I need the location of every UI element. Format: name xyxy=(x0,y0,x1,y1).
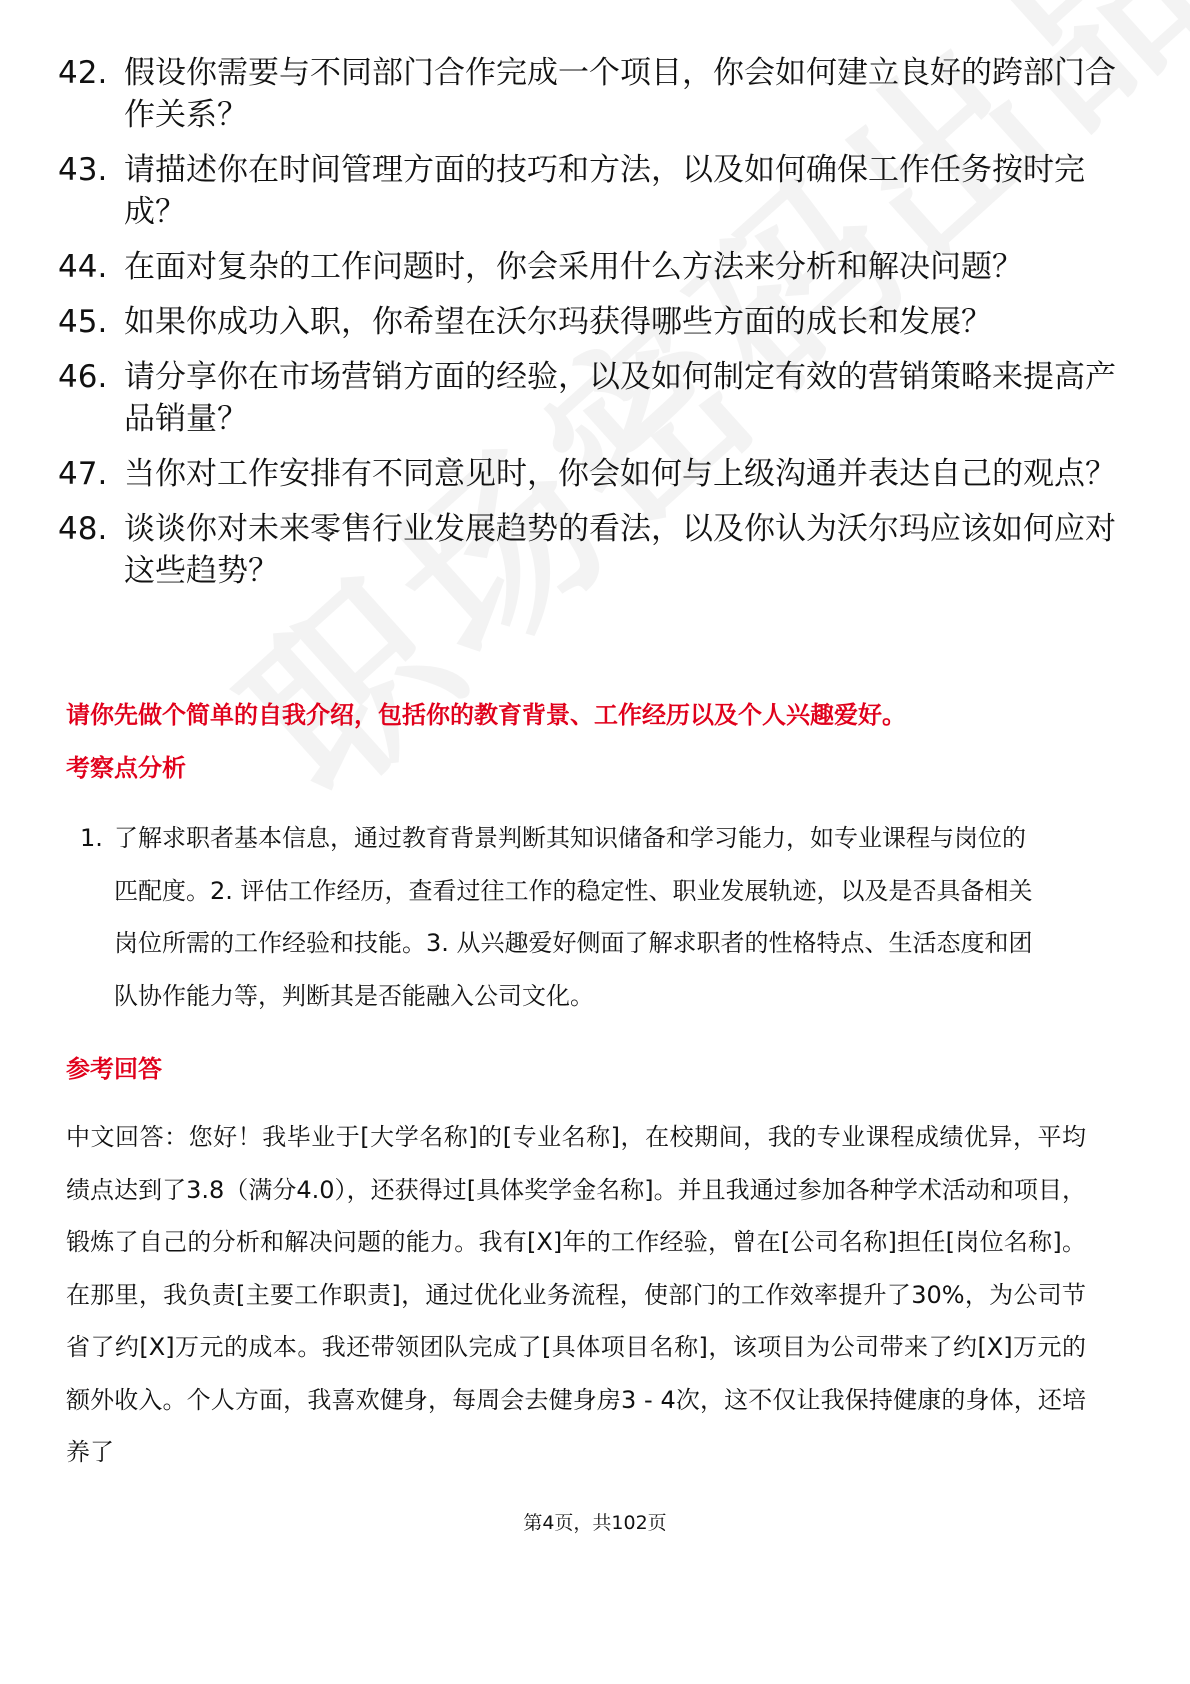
question-list xyxy=(58,52,1128,605)
question-number: 44. xyxy=(58,249,108,285)
question-item xyxy=(58,149,1128,233)
question-item xyxy=(58,52,1128,136)
question-number: 42. xyxy=(58,55,108,91)
page-footer: 第4页，共102页 xyxy=(523,1512,667,1534)
question-item xyxy=(58,301,1128,343)
analysis-text: 了解求职者基本信息，通过教育背景判断其知识储备和学习能力，如专业课程与岗位的匹配度。2. 评估工作经历，查看过往工作的稳定性、职业发展轨迹，以及是否具备相关岗位所需的工作经验和技能。3. 从兴趣爱好侧面了解求职者的性格特点、生活态度和团队协作能力等，判断其是否能融入公司文化。 xyxy=(114,824,1033,1010)
question-item xyxy=(58,508,1128,592)
question-text: 在面对复杂的工作问题时，你会采用什么方法来分析和解决问题？ xyxy=(124,249,1023,285)
question-number: 48. xyxy=(58,511,108,547)
question-item xyxy=(58,246,1128,288)
answer-text: 中文回答：您好！我毕业于[大学名称]的[专业名称]，在校期间，我的专业课程成绩优异，平均绩点达到了3.8（满分4.0），还获得过[具体奖学金名称]。并且我通过参加各种学术活动和项目，锻炼了自己的分析和解决问题的能力。我有[X]年的工作经验，曾在[公司名称]担任[岗位名称]。在那里，我负责[主要工作职责]，通过优化业务流程，使部门的工作效率提升了30%，为公司节省了约[X]万元的成本。我还带领团队完成了[具体项目名称]，该项目为公司带来了约[X]万元的额外收入。个人方面，我喜欢健身，每周会去健身房3 - 4次，这不仅让我保持健康的身体，还培养了 xyxy=(66,1123,1086,1466)
question-number: 43. xyxy=(58,152,108,188)
highlighted-question: 请你先做个简单的自我介绍，包括你的教育背景、工作经历以及个人兴趣爱好。 xyxy=(66,701,906,729)
question-item xyxy=(58,356,1128,440)
question-text: 请分享你在市场营销方面的经验，以及如何制定有效的营销策略来提高产品销量？ xyxy=(124,359,1116,437)
question-text: 当你对工作安排有不同意见时，你会如何与上级沟通并表达自己的观点？ xyxy=(124,456,1116,492)
question-text: 如果你成功入职，你希望在沃尔玛获得哪些方面的成长和发展？ xyxy=(124,304,992,340)
answer-title: 参考回答 xyxy=(66,1055,162,1083)
question-text: 谈谈你对未来零售行业发展趋势的看法，以及你认为沃尔玛应该如何应对这些趋势？ xyxy=(124,511,1116,589)
analysis-title: 考察点分析 xyxy=(66,754,186,782)
question-text: 假设你需要与不同部门合作完成一个项目，你会如何建立良好的跨部门合作关系？ xyxy=(124,55,1116,133)
question-number: 45. xyxy=(58,304,108,340)
analysis-item xyxy=(80,812,1040,1022)
analysis-number: 1. xyxy=(80,824,103,852)
question-number: 47. xyxy=(58,456,108,492)
question-text: 请描述你在时间管理方面的技巧和方法，以及如何确保工作任务按时完成？ xyxy=(124,152,1085,230)
question-item xyxy=(58,453,1128,495)
question-number: 46. xyxy=(58,359,108,395)
